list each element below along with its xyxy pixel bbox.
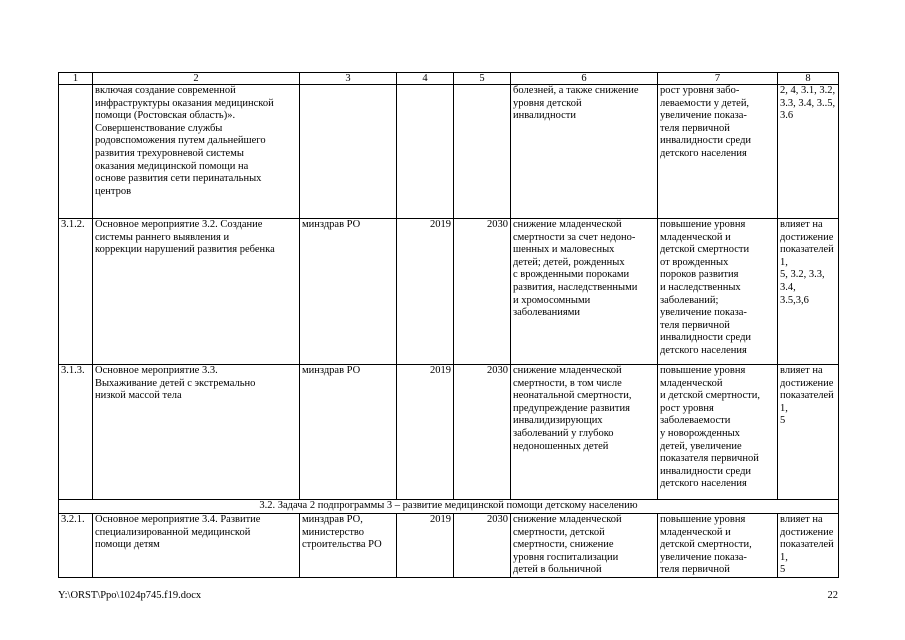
table-row xyxy=(59,365,839,500)
start-year-cell xyxy=(397,85,454,219)
start-year-cell: 2019 xyxy=(397,514,454,578)
indicators-cell: влияет на достижение показателей 1, 5 xyxy=(778,514,839,578)
table-row xyxy=(59,514,839,578)
row-number-cell: 3.1.3. xyxy=(59,365,93,500)
row-number-cell xyxy=(59,85,93,219)
consequences-cell: повышение уровня младенческой и детской смертности, рост уровня заболеваемости у новорожденных детей, увеличение показателя первичной инвалидности среди детского населения xyxy=(658,365,778,500)
measure-name-cell: включая создание современной инфраструктуры оказания медицинской помощи (Ростовская область)». Совершенствование службы родовспоможения путем дальнейшего развития трехуровневой системы оказания медицинской помощи на основе развития сети перинатальных центров xyxy=(93,85,300,219)
executor-cell xyxy=(300,85,397,219)
header-cell: 3 xyxy=(300,73,397,85)
column-number-row xyxy=(59,73,839,85)
header-cell: 7 xyxy=(658,73,778,85)
measure-name-cell: Основное мероприятие 3.3. Выхаживание детей с экстремально низкой массой тела xyxy=(93,365,300,500)
start-year-cell: 2019 xyxy=(397,219,454,365)
section-row xyxy=(59,500,839,514)
expected-result-cell: снижение младенческой смертности, в том числе неонатальной смертности, предупреждение развития инвалидизирующих заболеваний у глубоко недоношенных детей xyxy=(511,365,658,500)
measure-name-cell: Основное мероприятие 3.4. Развитие специализированной медицинской помощи детям xyxy=(93,514,300,578)
measures-table xyxy=(58,72,839,578)
header-cell: 1 xyxy=(59,73,93,85)
executor-cell: минздрав РО xyxy=(300,365,397,500)
expected-result-cell: болезней, а также снижение уровня детской инвалидности xyxy=(511,85,658,219)
end-year-cell: 2030 xyxy=(454,219,511,365)
expected-result-cell: снижение младенческой смертности, детской смертности, снижение уровня госпитализации детей в больничной xyxy=(511,514,658,578)
row-number-cell: 3.1.2. xyxy=(59,219,93,365)
consequences-cell: повышение уровня младенческой и детской смертности от врожденных пороков развития и наследственных заболеваний; увеличение показа- теля первичной инвалидности среди детского населения xyxy=(658,219,778,365)
header-cell: 6 xyxy=(511,73,658,85)
consequences-cell: повышение уровня младенческой и детской смертности, увеличение показа- теля первичной xyxy=(658,514,778,578)
executor-cell: минздрав РО xyxy=(300,219,397,365)
header-cell: 8 xyxy=(778,73,839,85)
end-year-cell xyxy=(454,85,511,219)
section-title: 3.2. Задача 2 подпрограммы 3 – развитие медицинской помощи детскому населению xyxy=(59,500,839,514)
executor-cell: минздрав РО, министерство строительства РО xyxy=(300,514,397,578)
end-year-cell: 2030 xyxy=(454,365,511,500)
table-row xyxy=(59,219,839,365)
measure-name-cell: Основное мероприятие 3.2. Создание системы раннего выявления и коррекции нарушений развития ребенка xyxy=(93,219,300,365)
consequences-cell: рост уровня забо- леваемости у детей, увеличение показа- теля первичной инвалидности среди детского населения xyxy=(658,85,778,219)
row-number-cell: 3.2.1. xyxy=(59,514,93,578)
header-cell: 2 xyxy=(93,73,300,85)
expected-result-cell: снижение младенческой смертности за счет недоно- шенных и маловесных детей; детей, рожденных с врожденными пороками развития, наследственными и хромосомными заболеваниями xyxy=(511,219,658,365)
table-row xyxy=(59,85,839,219)
indicators-cell: влияет на достижение показателей 1, 5 xyxy=(778,365,839,500)
indicators-cell: влияет на достижение показателей 1, 5, 3.2, 3.3, 3.4, 3.5,3,6 xyxy=(778,219,839,365)
indicators-cell: 2, 4, 3.1, 3.2, 3.3, 3.4, 3..5, 3.6 xyxy=(778,85,839,219)
page-number: 22 xyxy=(827,590,838,601)
end-year-cell: 2030 xyxy=(454,514,511,578)
header-cell: 4 xyxy=(397,73,454,85)
start-year-cell: 2019 xyxy=(397,365,454,500)
footer-file-path: Y:\ORST\Ppo\1024p745.f19.docx xyxy=(58,590,202,601)
header-cell: 5 xyxy=(454,73,511,85)
